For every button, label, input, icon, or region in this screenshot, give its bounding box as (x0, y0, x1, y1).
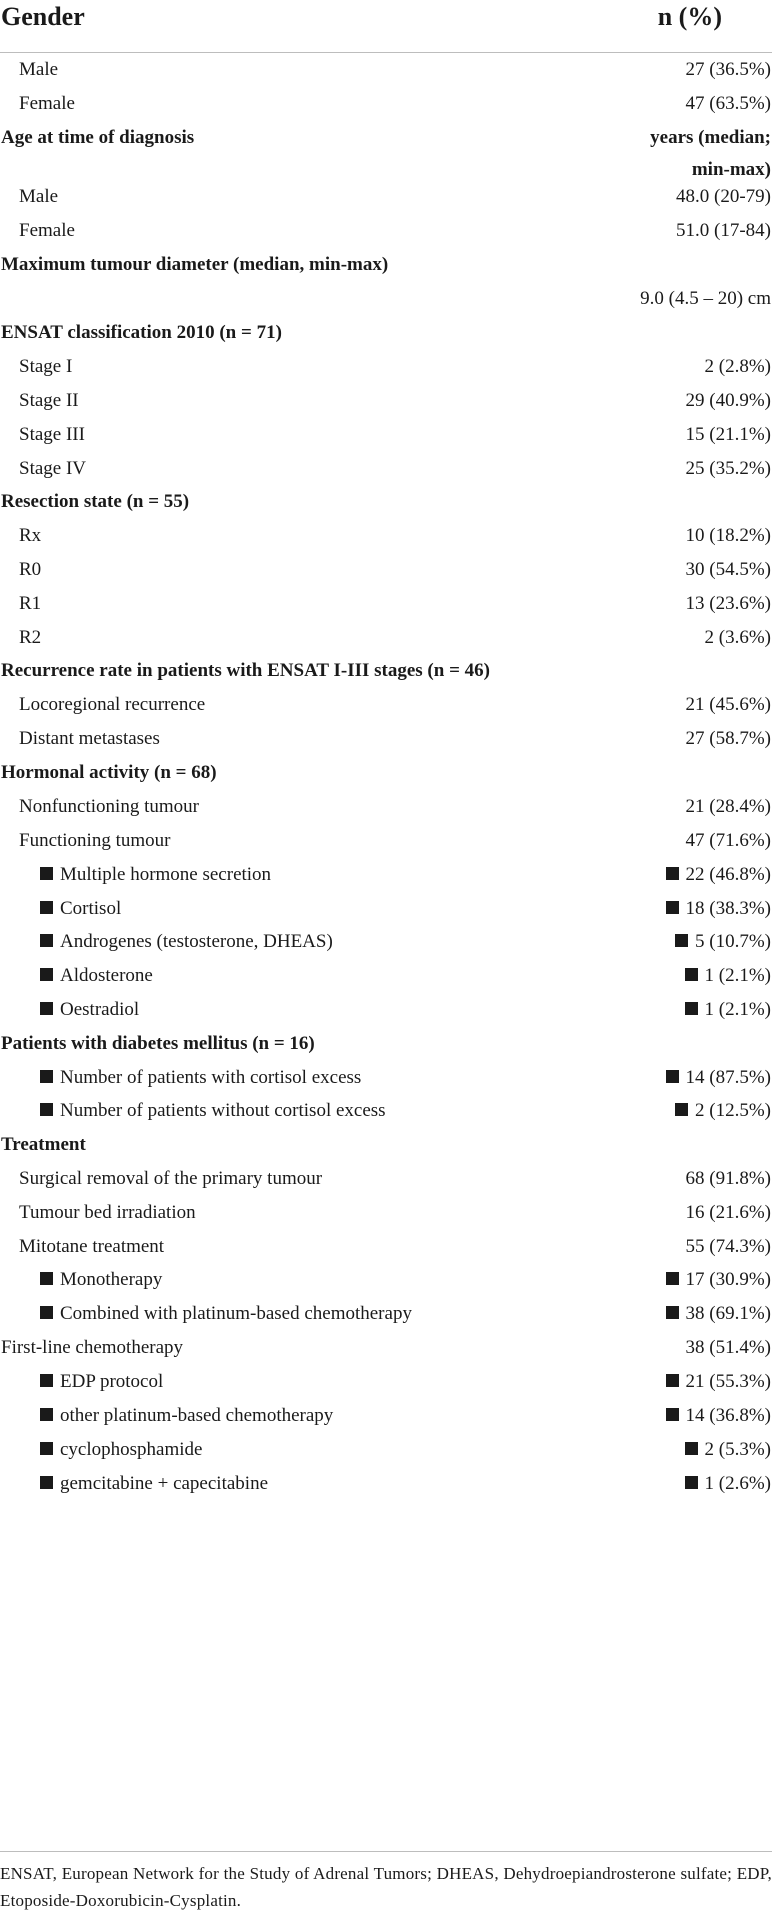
row-label-text: Female (19, 93, 75, 114)
square-bullet-icon (40, 901, 53, 914)
row-value (705, 624, 771, 652)
row-label (1, 488, 189, 516)
row-label (19, 183, 58, 211)
row-label (40, 1064, 361, 1092)
row-label (40, 1436, 202, 1464)
row-value-text-line2: min-max) (691, 159, 771, 180)
row-value-text: 38 (69.1%) (685, 1303, 771, 1324)
row-value-text: 2 (5.3%) (704, 1439, 771, 1460)
row-value (686, 421, 771, 449)
row-value-text: 2 (2.8%) (704, 356, 771, 377)
square-bullet-icon (685, 1002, 698, 1015)
row-label (19, 56, 58, 84)
row-label (1, 1334, 183, 1362)
row-value-text: 68 (91.8%) (685, 1168, 771, 1189)
row-value (686, 1199, 771, 1227)
row-value (705, 353, 771, 381)
row-value (686, 1334, 771, 1362)
row-value-text: 15 (21.1%) (685, 424, 771, 445)
row-value-text: years (median; (650, 127, 771, 148)
row-label-text: Number of patients without cortisol excess (60, 1100, 386, 1121)
row-label (19, 1233, 164, 1261)
row-label (19, 793, 199, 821)
row-label-text: ENSAT classification 2010 (n = 71) (1, 322, 282, 343)
row-label-text: Maximum tumour diameter (median, min-max) (1, 254, 389, 275)
row-value (685, 1436, 771, 1464)
row-value-text: 18 (38.3%) (685, 898, 771, 919)
square-bullet-icon (40, 934, 53, 947)
row-value (686, 590, 771, 618)
square-bullet-icon (40, 1070, 53, 1083)
row-label (40, 1368, 163, 1396)
row-value-text: 17 (30.9%) (685, 1269, 771, 1290)
row-label (40, 895, 121, 923)
row-label-text: R1 (19, 593, 42, 614)
row-label-text: Hormonal activity (n = 68) (1, 762, 217, 783)
row-label-text: Recurrence rate in patients with ENSAT I-III stages (n = 46) (1, 660, 490, 681)
row-value (666, 895, 771, 923)
row-label-text: Combined with platinum-based chemotherapy (60, 1303, 412, 1324)
row-value (676, 217, 771, 245)
row-label (19, 1165, 322, 1193)
row-label-text: gemcitabine + capecitabine (60, 1473, 268, 1494)
row-label-text: Surgical removal of the primary tumour (19, 1168, 323, 1189)
square-bullet-icon (666, 1306, 679, 1319)
row-value-text: 48.0 (20-79) (676, 186, 771, 207)
row-label (40, 962, 153, 990)
row-label-text: Tumour bed irradiation (19, 1202, 196, 1223)
square-bullet-icon (675, 934, 688, 947)
row-value-text: 16 (21.6%) (685, 1202, 771, 1223)
row-value (686, 56, 771, 84)
row-value-text: 27 (36.5%) (685, 59, 771, 80)
row-value-text: 10 (18.2%) (685, 525, 771, 546)
row-label-text: Resection state (n = 55) (1, 491, 190, 512)
row-value (686, 1165, 771, 1193)
row-label-text: R2 (19, 627, 42, 648)
row-value-text: 30 (54.5%) (685, 559, 771, 580)
row-label (19, 827, 170, 855)
row-label (19, 421, 85, 449)
row-value (675, 1097, 771, 1125)
row-label (19, 725, 160, 753)
square-bullet-icon (40, 867, 53, 880)
row-value (650, 122, 771, 186)
row-label-text: Male (19, 186, 59, 207)
row-value (686, 691, 771, 719)
row-value (686, 827, 771, 855)
row-value (685, 1470, 771, 1498)
row-value (686, 793, 771, 821)
row-label (1, 759, 217, 787)
row-label (1, 1131, 86, 1159)
row-label (1, 124, 194, 152)
row-label-text: Male (19, 59, 59, 80)
row-value (686, 556, 771, 584)
row-value (685, 962, 771, 990)
row-value (685, 996, 771, 1024)
square-bullet-icon (40, 1408, 53, 1421)
row-label-text: Rx (19, 525, 42, 546)
row-label-text: EDP protocol (60, 1371, 164, 1392)
row-value-text: 21 (28.4%) (685, 796, 771, 817)
row-value-text: 1 (2.6%) (704, 1473, 771, 1494)
square-bullet-icon (40, 968, 53, 981)
row-value (666, 1266, 771, 1294)
row-label-text: Multiple hormone secretion (60, 864, 272, 885)
row-value-text: 5 (10.7%) (695, 931, 771, 952)
square-bullet-icon (666, 901, 679, 914)
row-label-text: Functioning tumour (19, 830, 171, 851)
row-label (19, 522, 41, 550)
header-n-percent: n (%) (657, 2, 722, 31)
square-bullet-icon (40, 1002, 53, 1015)
square-bullet-icon (666, 1408, 679, 1421)
square-bullet-icon (40, 1476, 53, 1489)
square-bullet-icon (40, 1374, 53, 1387)
square-bullet-icon (685, 1476, 698, 1489)
row-label-text: Aldosterone (60, 965, 153, 986)
row-value-text: 2 (3.6%) (704, 627, 771, 648)
row-label-text: Mitotane treatment (19, 1236, 165, 1257)
row-label (1, 1030, 315, 1058)
row-value (686, 725, 771, 753)
square-bullet-icon (666, 1272, 679, 1285)
row-label-text: Stage III (19, 424, 85, 445)
row-label-text: Cortisol (60, 898, 122, 919)
row-label-text: Stage I (19, 356, 73, 377)
row-label-text: Stage II (19, 390, 79, 411)
row-label (40, 1402, 333, 1430)
row-label-text: Nonfunctioning tumour (19, 796, 199, 817)
row-label (19, 1199, 196, 1227)
row-value-text: 47 (71.6%) (685, 830, 771, 851)
row-value (666, 861, 771, 889)
row-label-text: Treatment (1, 1134, 86, 1155)
row-value-text: 22 (46.8%) (685, 864, 771, 885)
row-value-text: 21 (45.6%) (685, 694, 771, 715)
header-gender: Gender (1, 2, 85, 31)
square-bullet-icon (666, 1374, 679, 1387)
row-value (686, 455, 771, 483)
row-value-text: 13 (23.6%) (685, 593, 771, 614)
row-label (19, 624, 41, 652)
row-label (40, 1266, 162, 1294)
row-label (40, 1097, 386, 1125)
row-label-text: Distant metastases (19, 728, 160, 749)
row-label (19, 90, 75, 118)
row-value-text: 1 (2.1%) (704, 999, 771, 1020)
row-label (19, 691, 205, 719)
row-label-text: Age at time of diagnosis (1, 127, 195, 148)
row-value-text: 21 (55.3%) (685, 1371, 771, 1392)
row-value (666, 1064, 771, 1092)
row-value-text: 27 (58.7%) (685, 728, 771, 749)
row-label-text: Female (19, 220, 75, 241)
row-value-text: 51.0 (17-84) (676, 220, 771, 241)
row-label (40, 996, 139, 1024)
row-value-text: 47 (63.5%) (685, 93, 771, 114)
square-bullet-icon (685, 1442, 698, 1455)
row-label (40, 1470, 268, 1498)
row-label (19, 590, 41, 618)
square-bullet-icon (685, 968, 698, 981)
row-label (1, 251, 388, 279)
row-value-text: 1 (2.1%) (704, 965, 771, 986)
row-value-text: 14 (36.8%) (685, 1405, 771, 1426)
square-bullet-icon (40, 1306, 53, 1319)
table-header (0, 0, 772, 53)
square-bullet-icon (40, 1272, 53, 1285)
row-label (1, 657, 490, 685)
row-value-text: 25 (35.2%) (685, 458, 771, 479)
table-footnote: ENSAT, European Network for the Study of Adrenal Tumors; DHEAS, Dehydroepiandrosterone sulfate; EDP, Etoposide-Doxorubicin-Cysplatin. (0, 1851, 772, 1914)
row-value (686, 522, 771, 550)
row-value-text: 9.0 (4.5 – 20) cm (640, 288, 771, 309)
row-value (666, 1300, 771, 1328)
row-label-text: Androgenes (testosterone, DHEAS) (60, 931, 333, 952)
square-bullet-icon (40, 1103, 53, 1116)
row-label-text: Locoregional recurrence (19, 694, 206, 715)
row-value (676, 183, 771, 211)
row-label (19, 556, 41, 584)
row-label (19, 387, 79, 415)
row-label (40, 861, 271, 889)
row-value (675, 928, 771, 956)
row-label-text: cyclophosphamide (60, 1439, 203, 1460)
row-value-text: 14 (87.5%) (685, 1067, 771, 1088)
row-label (19, 455, 86, 483)
row-label-text: Number of patients with cortisol excess (60, 1067, 362, 1088)
row-label (19, 217, 75, 245)
square-bullet-icon (675, 1103, 688, 1116)
row-value-text: 55 (74.3%) (685, 1236, 771, 1257)
row-label (40, 928, 333, 956)
row-label-text: R0 (19, 559, 42, 580)
square-bullet-icon (666, 1070, 679, 1083)
row-label-text: Patients with diabetes mellitus (n = 16) (1, 1033, 315, 1054)
row-value (640, 285, 771, 313)
row-value-text: 38 (51.4%) (685, 1337, 771, 1358)
row-value (686, 1233, 771, 1261)
row-label-text: Stage IV (19, 458, 87, 479)
row-value (666, 1368, 771, 1396)
row-label (40, 1300, 412, 1328)
row-label-text: Oestradiol (60, 999, 140, 1020)
row-label-text: First-line chemotherapy (1, 1337, 184, 1358)
square-bullet-icon (40, 1442, 53, 1455)
row-value (686, 90, 771, 118)
row-value-text: 29 (40.9%) (685, 390, 771, 411)
row-label (1, 319, 282, 347)
row-label (19, 353, 72, 381)
row-label-text: other platinum-based chemotherapy (60, 1405, 334, 1426)
row-value (686, 387, 771, 415)
row-label-text: Monotherapy (60, 1269, 163, 1290)
square-bullet-icon (666, 867, 679, 880)
row-value (666, 1402, 771, 1430)
row-value-text: 2 (12.5%) (695, 1100, 771, 1121)
